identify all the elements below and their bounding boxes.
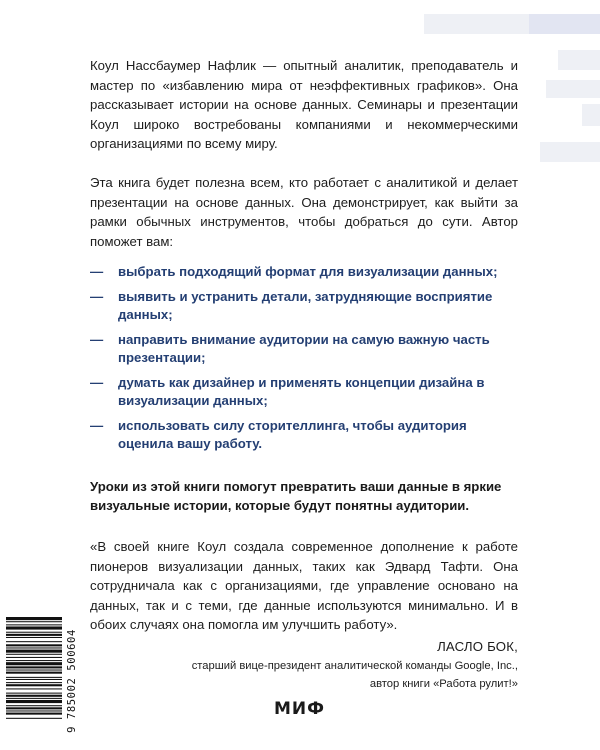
barcode-bar — [6, 650, 62, 653]
author-bio: Коул Нассбаумер Нафлик — опытный аналитик, преподаватель и мастер по «избавлению мира от неэффективных графиков». Она рассказывает истории на основе данных. Семинары и презентации Коул широко востребованы компаниями и некоммерческими организациями по всему миру. — [90, 58, 518, 152]
review-quote: «В своей книге Коул создала современное дополнение к работе пионеров визуализации данных, таких как Эдвард Тафти. Она сотрудничала как с организациями, где управление основано на данных, так и с теми, где данные используются минимально. И в обоих случаях она помогла им улучшить работу». — [90, 539, 518, 633]
benefit-item — [90, 374, 518, 411]
barcode-bar — [6, 660, 62, 661]
attribution-title: старший вице-президент аналитической команды Google, Inc., — [191, 660, 518, 672]
bullet-dash: — — [90, 417, 104, 433]
benefit-item — [90, 417, 518, 454]
bullet-dash: — — [90, 264, 104, 280]
barcode-bar — [6, 698, 62, 699]
decorative-block-4 — [546, 80, 600, 98]
isbn-barcode — [6, 617, 62, 745]
barcode-bar — [6, 713, 62, 715]
benefit-text: использовать силу сторителлинга, чтобы аудитория оценила вашу работу. — [118, 417, 467, 452]
barcode-bar — [6, 677, 62, 678]
barcode-bar — [6, 688, 62, 689]
barcode-bar — [6, 634, 62, 636]
decorative-block-2 — [529, 14, 600, 34]
attribution-book: автор книги «Работа рулит!» — [369, 678, 518, 690]
publisher-logo: МИФ — [274, 699, 326, 719]
barcode-bar — [6, 695, 62, 697]
lead-statement: Уроки из этой книги помогут превратить ваши данные в яркие визуальные истории, которые будут понятны аудитории. — [90, 478, 502, 514]
barcode-bar — [6, 654, 62, 655]
quote-attribution — [90, 637, 518, 693]
barcode-bar — [6, 707, 62, 709]
barcode-bar — [6, 632, 62, 633]
decorative-block-1 — [424, 14, 529, 34]
decorative-block-6 — [540, 142, 600, 162]
barcode-bar — [6, 710, 62, 711]
barcode-bar — [6, 670, 62, 671]
decorative-block-5 — [582, 104, 600, 126]
barcode-bar — [6, 718, 62, 719]
barcode-bar — [6, 657, 62, 658]
bullet-dash: — — [90, 288, 104, 304]
benefit-list — [90, 263, 518, 454]
benefit-text: направить внимание аудитории на самую важную часть презентации; — [118, 331, 490, 366]
barcode-bar — [6, 700, 62, 703]
isbn-number: 9 785002 500604 — [66, 629, 78, 733]
bullet-dash: — — [90, 331, 104, 347]
benefit-item — [90, 288, 518, 325]
back-cover-text — [90, 56, 518, 693]
barcode-bar — [6, 641, 62, 642]
barcode-bar — [6, 682, 62, 683]
barcode-bar — [6, 705, 62, 706]
barcode-bar — [6, 637, 62, 638]
barcode-bar — [6, 679, 62, 680]
barcode-bar — [6, 666, 62, 668]
barcode-bar — [6, 647, 62, 648]
benefit-item — [90, 331, 518, 368]
barcode-bar — [6, 626, 62, 629]
barcode-bar — [6, 644, 62, 646]
barcode-bar — [6, 624, 62, 625]
bullet-dash: — — [90, 374, 104, 390]
book-purpose: Эта книга будет полезна всем, кто работает с аналитикой и делает презентации на основе данных. Она демонстрирует, как выйти за рамки обычных инструментов, чтобы добраться до сути. Автор поможет вам: — [90, 174, 518, 249]
benefit-text: думать как дизайнер и применять концепции дизайна в визуализации данных; — [118, 374, 485, 409]
barcode-bar — [6, 672, 62, 674]
benefit-item — [90, 263, 518, 282]
decorative-block-3 — [558, 50, 600, 70]
benefit-text: выбрать подходящий формат для визуализации данных; — [118, 264, 498, 280]
barcode-bar — [6, 621, 62, 622]
barcode-bar — [6, 693, 62, 694]
barcode-bar — [6, 684, 62, 686]
barcode-bar — [6, 617, 62, 620]
barcode-bar — [6, 662, 62, 665]
benefit-text: выявить и устранить детали, затрудняющие восприятие данных; — [118, 288, 493, 323]
attribution-name: ЛАСЛО БОК, — [437, 639, 518, 654]
